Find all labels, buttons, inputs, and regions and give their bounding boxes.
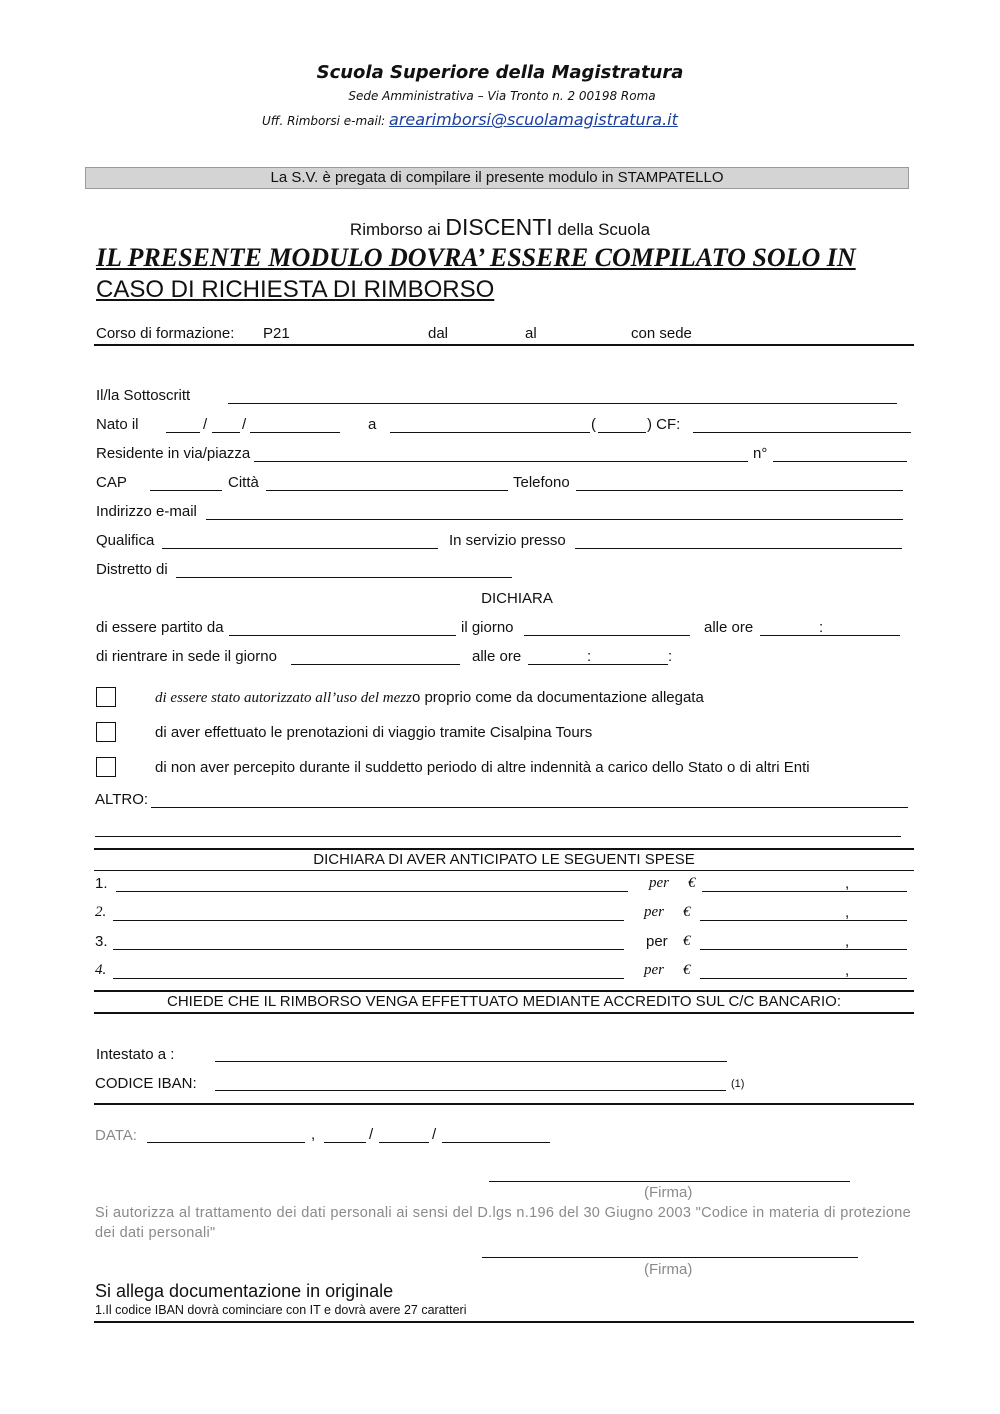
email-link[interactable]: arearimborsi@scuolamagistratura.it (389, 110, 678, 129)
email-label: Indirizzo e-mail (96, 503, 197, 520)
birthplace-field[interactable] (390, 432, 590, 433)
iban-field[interactable] (215, 1090, 726, 1091)
rientro-label: di rientrare in sede il giorno (96, 648, 277, 665)
province-open: ( (591, 416, 596, 433)
data-comma: , (311, 1126, 316, 1143)
birth-month-field[interactable] (212, 432, 240, 433)
checkbox-cisalpina[interactable] (96, 722, 116, 742)
cap-label: CAP (96, 474, 127, 491)
nato-label: Nato il (96, 416, 139, 433)
birth-day-field[interactable] (166, 432, 200, 433)
province-field[interactable] (598, 432, 646, 433)
spesa-4-desc-field[interactable] (113, 978, 624, 979)
office-contact (262, 110, 678, 129)
rientro-ore-label: alle ore (472, 648, 522, 665)
iban-footnote: 1.Il codice IBAN dovrà cominciare con IT e dovrà avere 27 caratteri (95, 1303, 467, 1317)
residente-field[interactable] (254, 461, 748, 462)
spesa-1-per: per (649, 875, 669, 891)
birth-slash-2: / (242, 416, 247, 433)
office-label: Uff. Rimborsi e-mail: (262, 114, 386, 128)
firma-1-label: (Firma) (644, 1184, 693, 1201)
spesa-2-comma: , (845, 904, 850, 921)
allega-text: Si allega documentazione in originale (95, 1281, 394, 1301)
data-day-field[interactable] (324, 1142, 366, 1143)
iban-label: CODICE IBAN: (95, 1075, 197, 1092)
partenza-ore-colon: : (819, 619, 824, 636)
intestato-label: Intestato a : (96, 1046, 175, 1063)
spesa-3-comma: , (845, 933, 850, 950)
spesa-2-euro: € (683, 904, 691, 920)
spesa-2-num: 2. (95, 904, 107, 920)
rientro-giorno-field[interactable] (291, 664, 460, 665)
birthplace-label: a (368, 416, 377, 433)
rientro-ore-end: : (668, 648, 673, 665)
residente-label: Residente in via/piazza (96, 445, 251, 462)
check-mezzo-italic: di essere stato autorizzato all’uso del mezz (155, 690, 412, 706)
altro-field-2[interactable] (95, 836, 901, 837)
checkbox-indennita[interactable] (96, 757, 116, 777)
spesa-2-per: per (644, 904, 664, 920)
iban-note-ref: (1) (731, 1078, 745, 1090)
servizio-label: In servizio presso (449, 532, 566, 549)
partenza-giorno-label: il giorno (461, 619, 514, 636)
spesa-2-amount-field[interactable] (700, 920, 907, 921)
civic-number-label: n° (753, 445, 768, 462)
citta-label: Città (228, 474, 259, 491)
spesa-1-amount-field[interactable] (702, 891, 907, 892)
qualifica-label: Qualifica (96, 532, 155, 549)
firma-1-line[interactable] (489, 1181, 850, 1182)
data-month-field[interactable] (379, 1142, 429, 1143)
spesa-3-euro: € (683, 933, 691, 949)
bank-heading-rule (94, 1012, 914, 1014)
title-post: della Scuola (557, 220, 651, 239)
firma-2-label: (Firma) (644, 1261, 693, 1278)
partenza-ore-field[interactable] (760, 635, 900, 636)
spesa-4-per: per (644, 962, 664, 978)
spesa-4-amount-field[interactable] (700, 978, 907, 979)
spesa-3-amount-field[interactable] (700, 949, 907, 950)
form-title (0, 214, 1000, 241)
warning-subtitle: CASO DI RICHIESTA DI RIMBORSO (96, 276, 495, 303)
civic-number-field[interactable] (773, 461, 907, 462)
data-place-field[interactable] (147, 1142, 305, 1143)
check-indennita-text: di non aver percepito durante il suddetto periodo di altre indennità a carico dello Stato o di altri Enti (155, 759, 810, 776)
course-code[interactable]: P21 (263, 325, 290, 342)
data-slash-2: / (432, 1126, 437, 1143)
bank-heading: CHIEDE CHE IL RIMBORSO VENGA EFFETTUATO MEDIANTE ACCREDITO SUL C/C BANCARIO: (167, 993, 841, 1010)
spesa-4-comma: , (845, 962, 850, 979)
bank-bottom-rule (94, 1103, 914, 1105)
course-al-label: al (525, 325, 537, 342)
spesa-1-comma: , (845, 875, 850, 892)
check-mezzo-rest: o proprio come da documentazione allegata (411, 689, 704, 706)
qualifica-field[interactable] (162, 548, 438, 549)
spese-top-rule (94, 848, 914, 850)
dichiara-heading: DICHIARA (481, 590, 553, 607)
telefono-field[interactable] (576, 490, 903, 491)
spesa-4-euro: € (683, 962, 691, 978)
spesa-2-desc-field[interactable] (113, 920, 624, 921)
partenza-ore-label: alle ore (704, 619, 754, 636)
privacy-text: Si autorizza al trattamento dei dati personali ai sensi del D.lgs n.196 del 30 Giugno 2003 "Codice in materia di protezione dei dati personali" (95, 1205, 911, 1241)
title-big: DISCENTI (445, 214, 553, 240)
spesa-1-num: 1. (95, 875, 108, 892)
spese-heading-rule (94, 870, 914, 871)
spesa-3-per: per (646, 933, 668, 950)
data-year-field[interactable] (442, 1142, 550, 1143)
notice-banner: La S.V. è pregata di compilare il presente modulo in STAMPATELLO (85, 167, 909, 189)
title-pre: Rimborso ai (349, 220, 441, 239)
school-name: Scuola Superiore della Magistratura (316, 62, 684, 83)
cf-field[interactable] (693, 432, 911, 433)
spese-heading: DICHIARA DI AVER ANTICIPATO LE SEGUENTI SPESE (313, 851, 695, 868)
bank-top-rule (94, 990, 914, 992)
firma-2-line[interactable] (482, 1257, 858, 1258)
rientro-ore-field[interactable] (528, 664, 668, 665)
birth-slash-1: / (203, 416, 208, 433)
intestato-field[interactable] (215, 1061, 727, 1062)
distretto-label: Distretto di (96, 561, 168, 578)
partito-field[interactable] (229, 635, 456, 636)
course-sede-label: con sede (631, 325, 692, 342)
telefono-label: Telefono (513, 474, 570, 491)
distretto-field[interactable] (176, 577, 512, 578)
course-label: Corso di formazione: (96, 325, 235, 342)
spesa-1-desc-field[interactable] (116, 891, 628, 892)
partito-label: di essere partito da (96, 619, 224, 636)
birth-year-field[interactable] (250, 432, 340, 433)
check-cisalpina-text: di aver effettuato le prenotazioni di viaggio tramite Cisalpina Tours (155, 724, 593, 741)
partenza-giorno-field[interactable] (524, 635, 690, 636)
course-dal-label: dal (428, 325, 449, 342)
email-field[interactable] (206, 519, 903, 520)
spesa-3-desc-field[interactable] (113, 949, 624, 950)
citta-field[interactable] (266, 490, 508, 491)
check-mezzo-text (155, 689, 704, 707)
sottoscritto-field[interactable] (228, 403, 897, 404)
altro-label: ALTRO: (95, 791, 149, 808)
warning-title: IL PRESENTE MODULO DOVRA’ ESSERE COMPILATO SOLO IN (96, 243, 856, 272)
rientro-ore-colon: : (587, 648, 592, 665)
spesa-3-num: 3. (95, 933, 108, 950)
checkbox-mezzo-proprio[interactable] (96, 687, 116, 707)
spesa-1-euro: € (688, 875, 696, 891)
sottoscritto-label: Il/la Sottoscritt (96, 387, 191, 404)
data-slash-1: / (369, 1126, 374, 1143)
data-label: DATA: (95, 1127, 137, 1144)
spesa-4-num: 4. (95, 962, 107, 978)
cf-label: ) CF: (647, 416, 681, 433)
cap-field[interactable] (150, 490, 222, 491)
school-address: Sede Amministrativa – Via Tronto n. 2 00198 Roma (348, 89, 656, 103)
footer-rule (94, 1321, 914, 1323)
servizio-field[interactable] (575, 548, 902, 549)
course-divider (94, 344, 914, 346)
altro-field[interactable] (151, 807, 908, 808)
